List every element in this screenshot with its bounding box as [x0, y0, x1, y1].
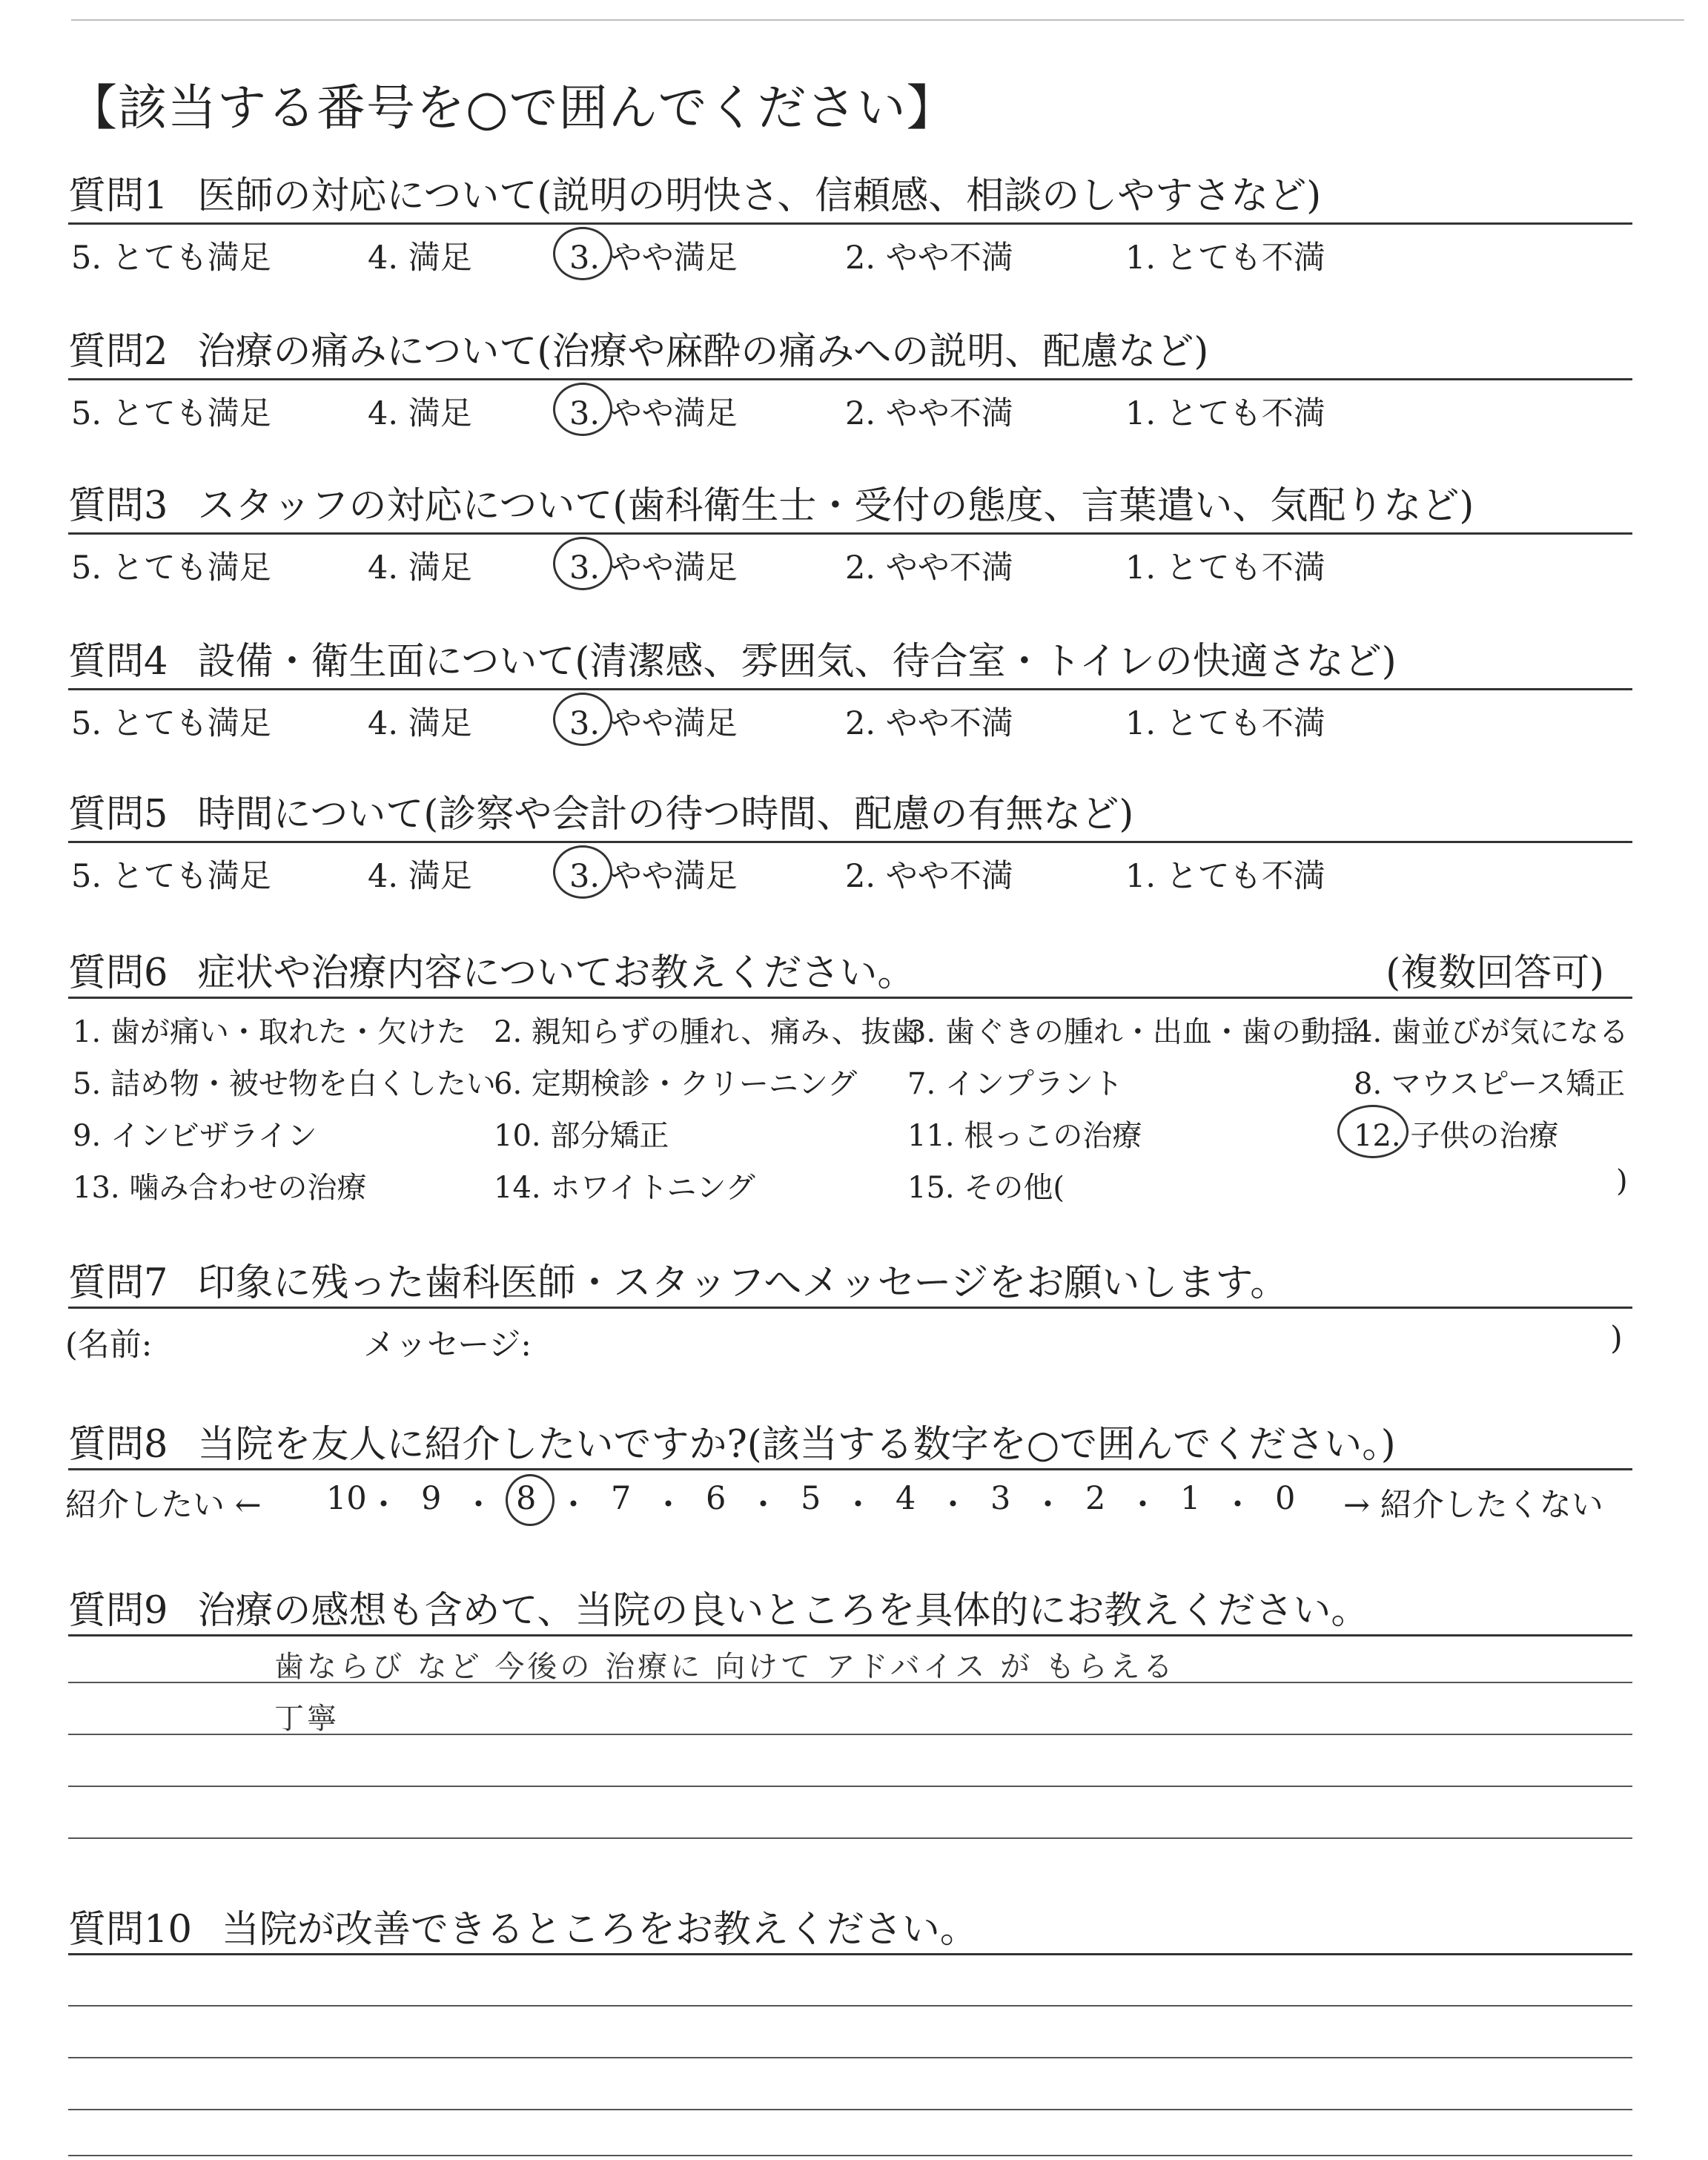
question-rule [68, 1953, 1632, 1955]
scale-value[interactable]: 4 [896, 1480, 916, 1517]
answer-line [68, 1786, 1632, 1787]
question-title [68, 1413, 1396, 1468]
scale-value[interactable]: 5 [801, 1480, 821, 1517]
question-text: 当院を友人に紹介したいですか?(該当する数字を○で囲んでください。) [197, 1423, 1396, 1467]
question-title [68, 1579, 1368, 1634]
name-label: (名前: [65, 1327, 153, 1364]
answer-line [68, 1734, 1632, 1735]
other-close-paren: ) [1616, 1164, 1628, 1198]
question-text: 時間について(診察や会計の待つ時間、配慮の有無など) [197, 793, 1134, 836]
scale-separator: ・ [937, 1487, 969, 1524]
answer-line [68, 2155, 1632, 2156]
selected-circle-mark [553, 383, 612, 436]
scale-separator: ・ [1032, 1487, 1064, 1524]
rating-option[interactable]: 4. 満足 [368, 549, 472, 587]
scale-separator: ・ [1127, 1487, 1159, 1524]
rating-option[interactable]: 5. とても満足 [71, 858, 271, 895]
question-title [68, 475, 1474, 529]
scale-value[interactable]: 1 [1180, 1480, 1201, 1517]
rating-option[interactable]: 5. とても満足 [71, 705, 271, 742]
rating-option[interactable]: 5. とても満足 [71, 240, 271, 277]
rating-option[interactable]: 4. 満足 [368, 858, 472, 895]
question-number: 質問9 [68, 1589, 168, 1633]
symptom-option[interactable]: 2. 親知らずの腫れ、痛み、抜歯 [494, 1015, 921, 1049]
scale-value[interactable]: 10 [326, 1480, 367, 1517]
question-title [68, 942, 915, 997]
symptom-option[interactable]: 10. 部分矯正 [494, 1119, 669, 1153]
scale-separator: ・ [652, 1487, 684, 1524]
selected-circle-mark [553, 537, 612, 590]
question-rule [68, 532, 1632, 535]
question-text: 当院が改善できるところをお教えください。 [221, 1908, 978, 1952]
answer-line [68, 1682, 1632, 1683]
rating-option[interactable]: 3. やや満足 [569, 395, 738, 432]
handwritten-answer-line-2: 丁寧 [274, 1702, 340, 1736]
message-close-paren: ) [1610, 1320, 1623, 1357]
symptom-option[interactable]: 5. 詰め物・被せ物を白くしたい [73, 1067, 496, 1101]
rating-option[interactable]: 4. 満足 [368, 395, 472, 432]
scale-separator: ・ [557, 1487, 589, 1524]
question-text: 症状や治療内容についてお教えください。 [197, 951, 916, 995]
question-rule [68, 1468, 1632, 1470]
scale-value[interactable]: 3 [990, 1480, 1011, 1517]
answer-line [68, 2109, 1632, 2110]
selected-circle-mark [553, 693, 612, 746]
question-rule [68, 1634, 1632, 1636]
rating-option[interactable]: 3. やや満足 [569, 705, 738, 742]
symptom-option[interactable]: 9. インビザライン [73, 1119, 317, 1153]
symptom-option[interactable]: 13. 噛み合わせの治療 [73, 1171, 367, 1205]
question-title [68, 783, 1133, 838]
question-number: 質問8 [68, 1423, 168, 1467]
question-title [68, 1252, 1288, 1307]
question-title [68, 1898, 978, 1953]
scale-value[interactable]: 2 [1085, 1480, 1106, 1517]
rating-option[interactable]: 2. やや不満 [845, 395, 1013, 432]
scale-separator: ・ [463, 1487, 494, 1524]
question-text: 治療の感想も含めて、当院の良いところを具体的にお教えください。 [197, 1589, 1369, 1633]
rating-option[interactable]: 1. とても不満 [1125, 549, 1325, 587]
symptom-option[interactable]: 6. 定期検診・クリーニング [494, 1067, 858, 1101]
question-rule [68, 378, 1632, 380]
question-text: 設備・衛生面について(清潔感、雰囲気、待合室・トイレの快適さなど) [197, 640, 1397, 684]
selected-circle-mark [553, 227, 612, 280]
message-label: メッセージ: [363, 1327, 532, 1364]
scale-separator: ・ [747, 1487, 779, 1524]
scale-separator: ・ [368, 1487, 400, 1524]
rating-option[interactable]: 5. とても満足 [71, 549, 271, 587]
question-number: 質問3 [68, 484, 168, 528]
rating-option[interactable]: 2. やや不満 [845, 858, 1013, 895]
question-number: 質問7 [68, 1261, 168, 1305]
rating-option[interactable]: 2. やや不満 [845, 549, 1013, 587]
symptom-option[interactable]: 1. 歯が痛い・取れた・欠けた [73, 1015, 466, 1049]
rating-option[interactable]: 4. 満足 [368, 240, 472, 277]
scale-value[interactable]: 0 [1275, 1480, 1296, 1517]
answer-line [68, 2057, 1632, 2058]
top-border [71, 19, 1684, 21]
question-rule [68, 688, 1632, 690]
rating-option[interactable]: 3. やや満足 [569, 240, 738, 277]
scale-right-label: → 紹介したくない [1343, 1487, 1603, 1524]
scale-value[interactable]: 9 [421, 1480, 442, 1517]
symptom-option[interactable]: 12. 子供の治療 [1354, 1119, 1559, 1153]
answer-line [68, 2005, 1632, 2007]
question-rule [68, 997, 1632, 999]
rating-option[interactable]: 1. とても不満 [1125, 705, 1325, 742]
rating-option[interactable]: 5. とても満足 [71, 395, 271, 432]
question-text: 医師の対応について(説明の明快さ、信頼感、相談のしやすさなど) [197, 174, 1322, 218]
rating-option[interactable]: 3. やや満足 [569, 549, 738, 587]
symptom-option[interactable]: 8. マウスピース矯正 [1354, 1067, 1626, 1101]
question-rule [68, 1307, 1632, 1309]
symptom-option[interactable]: 14. ホワイトニング [494, 1171, 755, 1205]
question-title [68, 320, 1208, 375]
selected-circle-mark [553, 845, 612, 899]
question-number: 質問6 [68, 951, 168, 995]
rating-option[interactable]: 2. やや不満 [845, 705, 1013, 742]
scale-separator: ・ [1222, 1487, 1254, 1524]
question-number: 質問1 [68, 174, 168, 218]
selected-circle-mark [1337, 1105, 1409, 1158]
scale-value[interactable]: 7 [611, 1480, 632, 1517]
question-rule [68, 222, 1632, 225]
handwritten-answer-line-1: 歯ならび など 今後の 治療に 向けて アドバイス が もらえる [274, 1650, 1176, 1684]
question-rule [68, 841, 1632, 843]
question-number: 質問2 [68, 330, 168, 374]
question-text: スタッフの対応について(歯科衛生士・受付の態度、言葉遣い、気配りなど) [197, 484, 1474, 528]
symptom-option[interactable]: 4. 歯並びが気になる [1354, 1015, 1629, 1049]
rating-option[interactable]: 2. やや不満 [845, 240, 1013, 277]
rating-option[interactable]: 1. とても不満 [1125, 395, 1325, 432]
symptom-option[interactable]: 7. インプラント [907, 1067, 1123, 1101]
multiple-answer-note: (複数回答可) [1386, 951, 1604, 995]
question-number: 質問4 [68, 640, 168, 684]
scale-separator: ・ [842, 1487, 874, 1524]
question-number: 質問5 [68, 793, 168, 836]
answer-line [68, 1837, 1632, 1839]
question-title [68, 165, 1321, 219]
scale-value[interactable]: 8 [516, 1480, 537, 1517]
scale-value[interactable]: 6 [706, 1480, 726, 1517]
question-number: 質問10 [68, 1908, 192, 1952]
rating-option[interactable]: 4. 満足 [368, 705, 472, 742]
symptom-option[interactable]: 11. 根っこの治療 [907, 1119, 1142, 1153]
symptom-option[interactable]: 3. 歯ぐきの腫れ・出血・歯の動揺 [907, 1015, 1360, 1049]
question-text: 治療の痛みについて(治療や麻酔の痛みへの説明、配慮など) [197, 330, 1209, 374]
instruction-heading: 【該当する番号を○で囲んでください】 [68, 79, 956, 136]
question-text: 印象に残った歯科医師・スタッフへメッセージをお願いします。 [197, 1261, 1288, 1305]
rating-option[interactable]: 3. やや満足 [569, 858, 738, 895]
rating-option[interactable]: 1. とても不満 [1125, 858, 1325, 895]
scale-left-label: 紹介したい ← [65, 1487, 262, 1524]
question-title [68, 630, 1397, 685]
selected-circle-mark [506, 1474, 555, 1526]
rating-option[interactable]: 1. とても不満 [1125, 240, 1325, 277]
symptom-option[interactable]: 15. その他( [907, 1171, 1065, 1205]
